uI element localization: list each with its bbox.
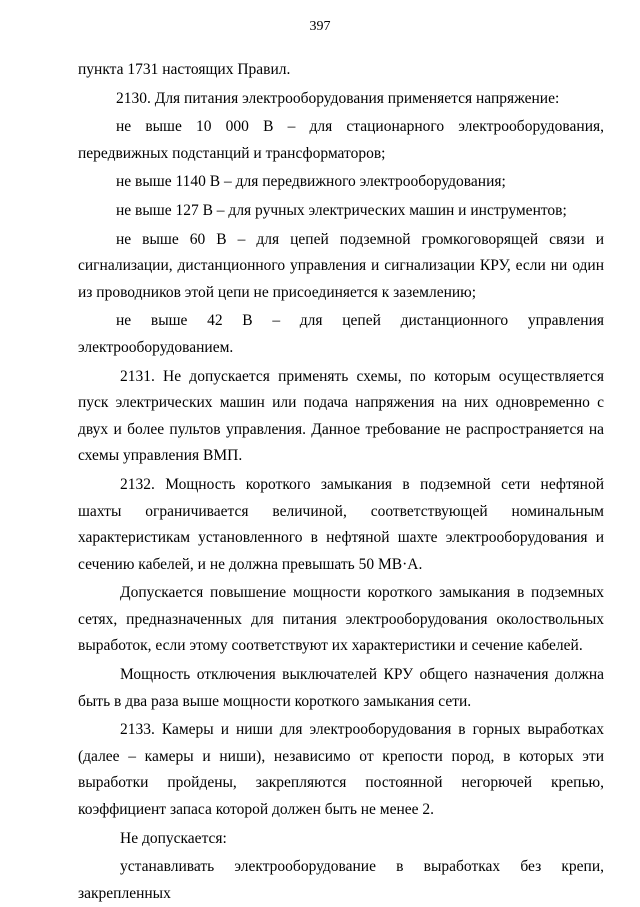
page-number: 397 (309, 19, 331, 34)
list-item: не выше 60 В – для цепей подземной громкоговорящей связи и сигнализации, дистанционного управления и сигнализации КРУ, если ни один из проводников этой цепи не присоединяется к заземлению; (78, 230, 604, 301)
paragraph-2130: 2130. Для питания электрооборудования применяется напряжение: (116, 89, 560, 107)
paragraph: Не допускается: (120, 829, 227, 847)
list-item: не выше 42 В – для цепей дистанционного управления электрооборудованием. (78, 312, 604, 356)
paragraph: пункта 1731 настоящих Правил. (78, 61, 291, 78)
paragraph: устанавливать электрооборудование в выработках без крепи, закрепленных (78, 858, 604, 902)
paragraph-2132: 2132. Мощность короткого замыкания в подземной сети нефтяной шахты ограничивается величиной, соответствующей номинальным характеристикам установленного в нефтяной шахте электрооборудования и сечению кабелей, и не должна превышать 50 МВ·А. (78, 475, 604, 573)
list-item: не выше 1140 В – для передвижного электрооборудования; (116, 173, 506, 191)
paragraph: Мощность отключения выключателей КРУ общего назначения должна быть в два раза выше мощности короткого замыкания сети. (78, 666, 604, 710)
paragraph-2131: 2131. Не допускается применять схемы, по которым осуществляется пуск электрических машин или подача напряжения на них одновременно с двух и более пультов управления. Данное требование не распространяется на схемы управления ВМП. (78, 367, 604, 465)
page-body (78, 57, 604, 907)
paragraph: Допускается повышение мощности короткого замыкания в подземных сетях, предназначенных для питания электрооборудования околоствольных выработок, если этому соответствуют их характеристики и сечение кабелей. (78, 584, 604, 655)
list-item: не выше 127 В – для ручных электрических машин и инструментов; (116, 201, 567, 219)
list-item: не выше 10 000 В – для стационарного электрооборудования, передвижных подстанций и трансформаторов; (78, 118, 604, 162)
paragraph-2133: 2133. Камеры и ниши для электрооборудования в горных выработках (далее – камеры и ниши), независимо от крепости пород, в которых эти выработки пройдены, закрепляются постоянной негорючей крепью, коэффициент запаса которой должен быть не менее 2. (78, 721, 604, 819)
